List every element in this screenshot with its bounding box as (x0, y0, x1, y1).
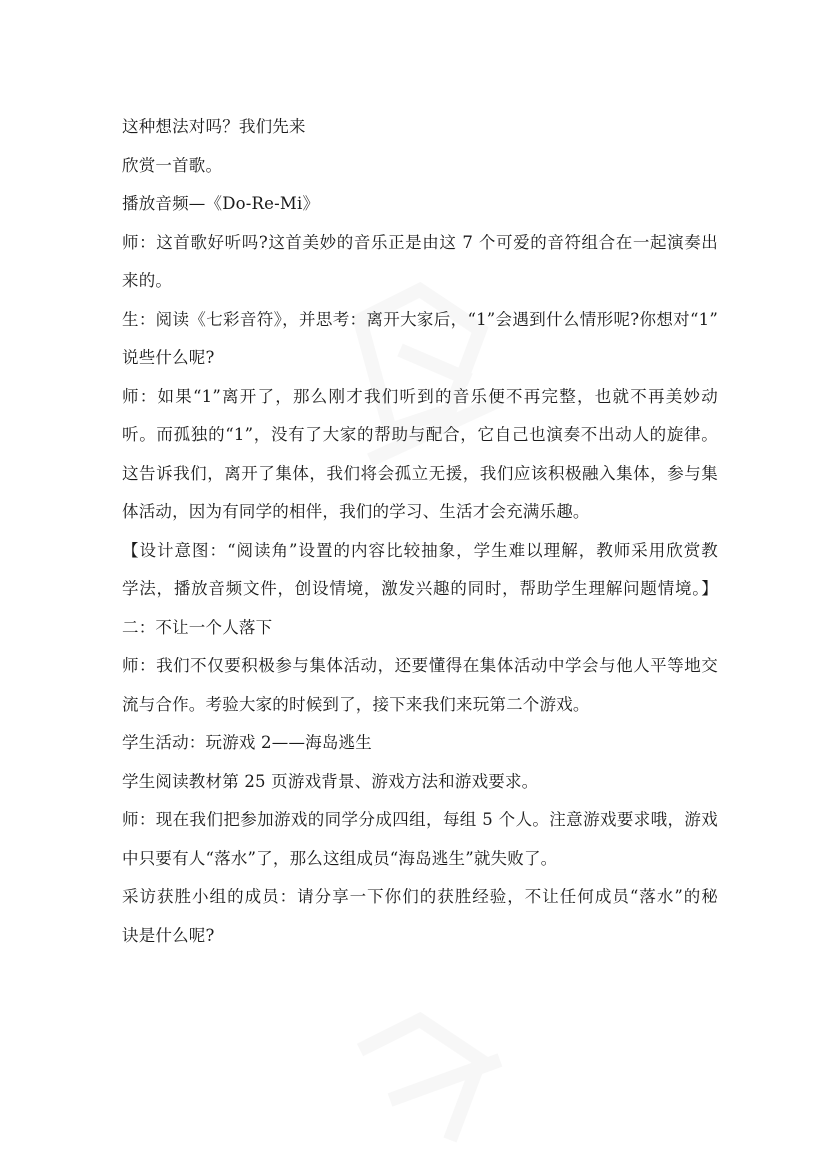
paragraph-line: 学生活动：玩游戏 2——海岛逃生 (122, 733, 372, 752)
paragraph-line: 来的。 (122, 271, 173, 290)
section-heading: 二：不让一个人落下 (122, 617, 273, 637)
paragraph-line: 欣赏一首歌。 (122, 155, 223, 175)
paragraph-line: 流与合作。考验大家的时候到了，接下来我们来玩第二个游戏。 (122, 694, 590, 714)
paragraph-line: 生：阅读《七彩音符》，并思考：离开大家后，“1”会遇到什么情形呢?你想对“1” (122, 309, 718, 329)
paragraph-line: 这种想法对吗？我们先来 (122, 117, 306, 136)
document-body (122, 108, 718, 955)
paragraph-line: 师：如果“1”离开了，那么刚才我们听到的音乐便不再完整，也就不再美妙动 (122, 386, 718, 406)
design-intent-line: 学法，播放音频文件，创设情境，激发兴趣的同时，帮助学生理解问题情境。】 (122, 579, 718, 598)
watermark-logo (330, 990, 530, 1150)
paragraph-line: 采访获胜小组的成员：请分享一下你们的获胜经验，不让任何成员“落水”的秘 (122, 887, 718, 906)
paragraph-line: 这告诉我们，离开了集体，我们将会孤立无援，我们应该积极融入集体，参与集 (122, 463, 718, 483)
paragraph-line: 学生阅读教材第 25 页游戏背景、游戏方法和游戏要求。 (122, 771, 539, 791)
paragraph-line: 播放音频—《Do-Re-Mi》 (122, 194, 320, 213)
paragraph-line: 师：现在我们把参加游戏的同学分成四组，每组 5 个人。注意游戏要求哦，游戏 (122, 810, 718, 829)
paragraph-line: 听。而孤独的“1”，没有了大家的帮助与配合，它自己也演奏不出动人的旋律。 (122, 425, 718, 444)
design-intent-line: 【设计意图：“阅读角”设置的内容比较抽象，学生难以理解，教师采用欣赏教 (122, 540, 718, 560)
paragraph-line: 师：我们不仅要积极参与集体活动，还要懂得在集体活动中学会与他人平等地交 (122, 656, 718, 675)
paragraph-line: 中只要有人“落水”了，那么这组成员“海岛逃生”就失败了。 (122, 848, 558, 868)
paragraph-line: 体活动，因为有同学的相伴，我们的学习、生活才会充满乐趣。 (122, 502, 590, 521)
paragraph-line: 师：这首歌好听吗?这首美妙的音乐正是由这 7 个可爱的音符组合在一起演奏出 (122, 232, 718, 252)
paragraph-line: 诀是什么呢? (122, 925, 215, 945)
paragraph-line: 说些什么呢? (122, 348, 215, 367)
